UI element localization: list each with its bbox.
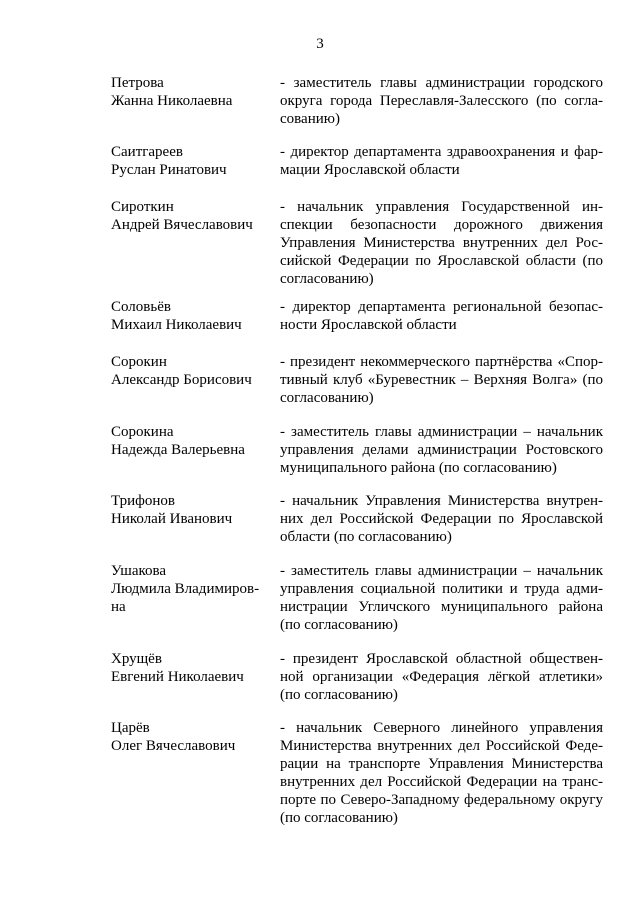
member-name-line: Людмила Владимиров-	[111, 581, 260, 597]
member-position-line: них дел Российской Федерации по Ярославской	[280, 511, 603, 527]
member-name	[111, 423, 269, 459]
member-name	[111, 492, 269, 528]
member-name-line: на	[111, 599, 126, 615]
member-position-line: - директор департамента здравоохранения и фар-	[280, 144, 603, 160]
member-name-line: Жанна Николаевна	[111, 93, 233, 109]
member-name	[111, 719, 269, 755]
member-position-line: рации на транспорте Управления Министерства	[280, 756, 603, 772]
member-name-line: Надежда Валерьевна	[111, 442, 245, 458]
member-name	[111, 143, 269, 179]
member-name-line: Андрей Вячеславович	[111, 217, 253, 233]
page-number: 3	[316, 36, 324, 52]
member-position-line: порте по Северо-Западному федеральному округу	[280, 792, 603, 808]
member-position-line: - президент Ярославской областной обществен-	[280, 651, 603, 667]
member-name-line: Трифонов	[111, 493, 175, 509]
member-position-line: нистрации Угличского муниципального района	[280, 599, 603, 615]
member-position-line: управления социальной политики и труда адми-	[280, 581, 603, 597]
member-position	[280, 719, 603, 827]
member-name-line: Царёв	[111, 720, 150, 736]
member-name-line: Соловьёв	[111, 299, 171, 315]
member-position-line: ной организации «Федерация лёгкой атлетики»	[280, 669, 603, 685]
member-position-line: сованию)	[280, 111, 340, 127]
member-name-line: Сорокина	[111, 424, 174, 440]
member-position-line: округа города Переславля-Залесского (по согла-	[280, 93, 603, 109]
member-name	[111, 74, 269, 110]
member-name-line: Николай Иванович	[111, 511, 233, 527]
member-position-line: Управления Министерства внутренних дел Рос-	[280, 235, 603, 251]
member-position-line: области (по согласованию)	[280, 529, 452, 545]
member-name	[111, 562, 269, 616]
member-name-line: Сорокин	[111, 354, 167, 370]
member-position	[280, 143, 603, 179]
member-position-line: спекции безопасности дорожного движения	[280, 217, 603, 233]
member-position	[280, 650, 603, 704]
member-position-line: ности Ярославской области	[280, 317, 457, 333]
member-name	[111, 353, 269, 389]
member-position-line: сийской Федерации по Ярославской области (по	[280, 253, 603, 269]
member-position-line: Министерства внутренних дел Российской Феде-	[280, 738, 603, 754]
member-name-line: Михаил Николаевич	[111, 317, 242, 333]
member-position-line: - начальник управления Государственной ин-	[280, 199, 603, 215]
member-position	[280, 353, 603, 407]
member-name-line: Александр Борисович	[111, 372, 252, 388]
member-position-line: мации Ярославской области	[280, 162, 460, 178]
member-position-line: тивный клуб «Буревестник – Верхняя Волга» (по	[280, 372, 603, 388]
member-name-line: Саитгареев	[111, 144, 183, 160]
member-position-line: муниципального района (по согласованию)	[280, 460, 557, 476]
member-position-line: - директор департамента региональной безопас-	[280, 299, 603, 315]
member-position-line: (по согласованию)	[280, 617, 398, 633]
member-position-line: - заместитель главы администрации городского	[280, 75, 603, 91]
member-name-line: Хрущёв	[111, 651, 162, 667]
member-name-line: Сироткин	[111, 199, 174, 215]
member-name-line: Ушакова	[111, 563, 167, 579]
member-name	[111, 650, 269, 686]
member-name-line: Евгений Николаевич	[111, 669, 244, 685]
member-position-line: (по согласованию)	[280, 810, 398, 826]
member-position-line: управления делами администрации Ростовского	[280, 442, 603, 458]
member-position	[280, 74, 603, 128]
member-name-line: Петрова	[111, 75, 164, 91]
member-name	[111, 298, 269, 334]
member-position-line: - заместитель главы администрации – начальник	[280, 424, 603, 440]
member-name-line: Руслан Ринатович	[111, 162, 227, 178]
member-position-line: - начальник Управления Министерства внутрен-	[280, 493, 603, 509]
member-position-line: - начальник Северного линейного управления	[280, 720, 603, 736]
member-position-line: - президент некоммерческого партнёрства «Спор-	[280, 354, 603, 370]
member-position-line: согласованию)	[280, 271, 374, 287]
member-position	[280, 298, 603, 334]
member-position-line: (по согласованию)	[280, 687, 398, 703]
member-position	[280, 423, 603, 477]
member-position	[280, 198, 603, 288]
member-name-line: Олег Вячеславович	[111, 738, 236, 754]
member-position	[280, 562, 603, 634]
member-position-line: - заместитель главы администрации – начальник	[280, 563, 603, 579]
member-position-line: внутренних дел Российской Федерации на транс-	[280, 774, 603, 790]
member-position	[280, 492, 603, 546]
member-name	[111, 198, 269, 234]
member-position-line: согласованию)	[280, 390, 374, 406]
